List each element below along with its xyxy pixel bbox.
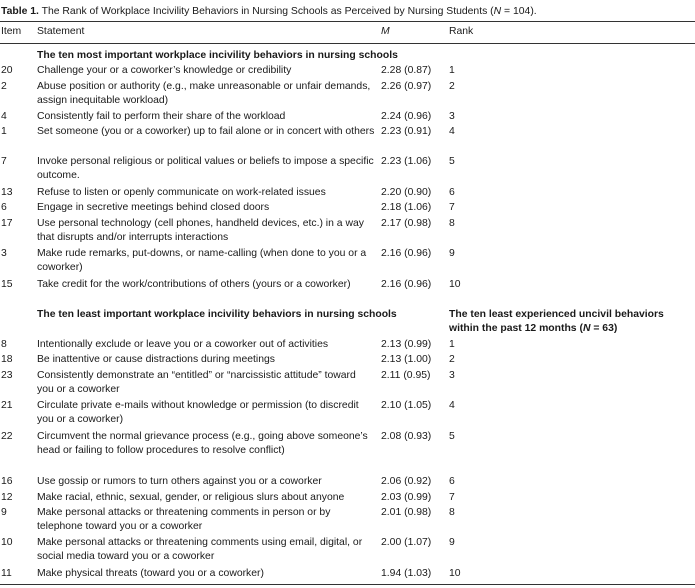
row-mean: 2.08 (0.93) <box>381 431 432 442</box>
bottom-rule <box>0 584 695 585</box>
row-item: 4 <box>1 111 7 122</box>
row-item: 11 <box>1 568 12 579</box>
row-mean: 2.20 (0.90) <box>381 187 432 198</box>
row-rank: 6 <box>449 476 455 487</box>
row-mean: 2.17 (0.98) <box>381 218 432 229</box>
row-rank: 3 <box>449 111 455 122</box>
row-statement: Circulate private e-mails without knowledge or permission (to discredit you or a coworker) <box>37 400 359 426</box>
table-caption <box>1 6 537 17</box>
row-rank: 2 <box>449 354 455 365</box>
row-rank: 8 <box>449 507 455 518</box>
row-mean: 2.16 (0.96) <box>381 279 432 290</box>
row-item: 17 <box>1 218 13 229</box>
col-header-statement: Statement <box>37 26 85 37</box>
row-rank: 9 <box>449 248 455 259</box>
row-statement: Use personal technology (cell phones, handheld devices, etc.) in a way that disrupts and/or interrupts interactions <box>37 218 364 244</box>
row-item: 20 <box>1 65 13 76</box>
row-mean: 2.24 (0.96) <box>381 111 432 122</box>
row-statement: Consistently fail to perform their share of the workload <box>37 111 286 122</box>
row-rank: 5 <box>449 431 455 442</box>
row-statement: Make personal attacks or threatening comments in person or by telephone toward you or a coworker <box>37 507 331 533</box>
row-item: 1 <box>1 126 7 137</box>
row-statement: Use gossip or rumors to turn others against you or a coworker <box>37 476 322 487</box>
caption-n-var: N <box>493 6 502 17</box>
row-rank: 4 <box>449 400 455 411</box>
row-rank: 8 <box>449 218 455 229</box>
row-statement: Consistently demonstrate an “entitled” or “narcissistic attitude” toward you or a coworker <box>37 370 356 396</box>
rank-title-prefix: The ten least experienced uncivil behaviors within the past 12 months ( <box>449 309 664 335</box>
row-statement: Engage in secretive meetings behind closed doors <box>37 202 270 213</box>
row-statement: Make personal attacks or threatening comments using email, digital, or social media toward you or a coworker <box>37 537 363 563</box>
caption-n-value: = 104). <box>501 6 537 17</box>
row-mean: 2.06 (0.92) <box>381 476 432 487</box>
row-item: 21 <box>1 400 13 411</box>
row-mean: 2.13 (0.99) <box>381 339 432 350</box>
col-header-mean: M <box>381 26 390 37</box>
caption-label: Table 1. <box>1 6 39 17</box>
row-item: 15 <box>1 279 13 290</box>
row-mean: 2.26 (0.97) <box>381 81 432 92</box>
row-mean: 1.94 (1.03) <box>381 568 432 579</box>
section-most-title: The ten most important workplace incivility behaviors in nursing schools <box>37 50 398 61</box>
row-rank: 10 <box>449 279 461 290</box>
header-rule <box>0 43 695 44</box>
row-statement: Take credit for the work/contributions of others (yours or a coworker) <box>37 279 351 290</box>
row-item: 2 <box>1 81 7 92</box>
row-statement: Refuse to listen or openly communicate on work-related issues <box>37 187 326 198</box>
row-item: 6 <box>1 202 7 213</box>
row-item: 9 <box>1 507 7 518</box>
row-rank: 7 <box>449 492 455 503</box>
row-statement: Be inattentive or cause distractions during meetings <box>37 354 275 365</box>
row-rank: 1 <box>449 65 455 76</box>
row-item: 10 <box>1 537 13 548</box>
row-item: 7 <box>1 156 7 167</box>
row-rank: 2 <box>449 81 455 92</box>
row-statement: Make racial, ethnic, sexual, gender, or religious slurs about anyone <box>37 492 345 503</box>
row-mean: 2.28 (0.87) <box>381 65 432 76</box>
rank-title-n-var: N <box>582 323 591 335</box>
row-mean: 2.10 (1.05) <box>381 400 432 411</box>
row-statement: Invoke personal religious or political values or beliefs to impose a specific outcome. <box>37 156 374 182</box>
row-statement: Circumvent the normal grievance process (e.g., going above someone’s head or failing to follow procedures to resolve conflict) <box>37 431 368 457</box>
row-rank: 1 <box>449 339 455 350</box>
row-rank: 7 <box>449 202 455 213</box>
row-mean: 2.11 (0.95) <box>381 370 431 381</box>
rank-title-n-value: = 63) <box>590 323 618 335</box>
row-rank: 10 <box>449 568 461 579</box>
row-mean: 2.03 (0.99) <box>381 492 432 503</box>
row-mean: 2.23 (0.91) <box>381 126 432 137</box>
row-item: 22 <box>1 431 13 442</box>
row-item: 16 <box>1 476 13 487</box>
section-least-rank-title <box>449 308 695 337</box>
row-item: 3 <box>1 248 7 259</box>
row-rank: 4 <box>449 126 455 137</box>
row-item: 13 <box>1 187 13 198</box>
top-rule <box>0 21 695 22</box>
row-statement: Make physical threats (toward you or a coworker) <box>37 568 264 579</box>
row-statement: Abuse position or authority (e.g., make unreasonable or unfair demands, assign inequitable workload) <box>37 81 371 107</box>
row-item: 23 <box>1 370 13 381</box>
row-mean: 2.23 (1.06) <box>381 156 432 167</box>
row-mean: 2.01 (0.98) <box>381 507 432 518</box>
row-statement: Set someone (you or a coworker) up to fail alone or in concert with others <box>37 126 375 137</box>
row-rank: 5 <box>449 156 455 167</box>
row-rank: 6 <box>449 187 455 198</box>
col-header-rank: Rank <box>449 26 474 37</box>
row-mean: 2.18 (1.06) <box>381 202 432 213</box>
row-mean: 2.00 (1.07) <box>381 537 432 548</box>
row-rank: 9 <box>449 537 455 548</box>
col-header-item: Item <box>1 26 22 37</box>
row-mean: 2.16 (0.96) <box>381 248 432 259</box>
row-statement: Intentionally exclude or leave you or a coworker out of activities <box>37 339 329 350</box>
row-item: 8 <box>1 339 7 350</box>
row-rank: 3 <box>449 370 455 381</box>
row-statement: Make rude remarks, put-downs, or name-calling (when done to you or a coworker) <box>37 248 367 274</box>
row-item: 12 <box>1 492 13 503</box>
row-statement: Challenge your or a coworker’s knowledge or credibility <box>37 65 292 76</box>
caption-text: The Rank of Workplace Incivility Behaviors in Nursing Schools as Perceived by Nursing Students ( <box>41 6 494 17</box>
section-least-title: The ten least important workplace incivility behaviors in nursing schools <box>37 309 397 320</box>
row-mean: 2.13 (1.00) <box>381 354 432 365</box>
row-item: 18 <box>1 354 13 365</box>
